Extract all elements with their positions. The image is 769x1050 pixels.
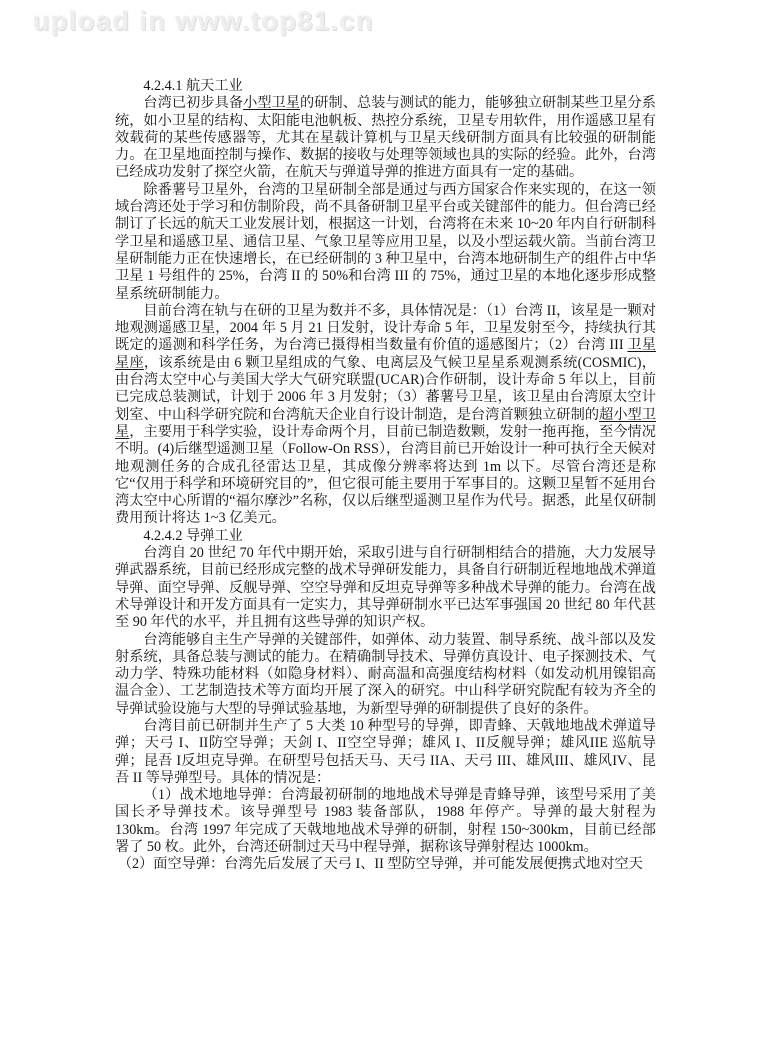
paragraph-cooperation-plan: 除番薯号卫星外，台湾的卫星研制全部是通过与西方国家合作来实现的，在这一领域台湾还处于学习和仿制阶段，尚不具备研制卫星平台或关键部件的能力。但台湾已经制订了长远的航天工业发展计划，根据这一计划，台湾将在未来 10~20 年内自行研制科学卫星和遥感卫星、通信卫星、气象卫星等应用卫星，以及小型运载火箭。当前台湾卫星研制能力正在快速增长，在已经研制的 3 种卫星中，台湾本地研制生产的组件占中华卫星 1 号组件的 25%，台湾 II 的 50%和台湾 III 的 75%，通过卫星的本地化逐步形成整星系统研制能力。 (115, 181, 656, 302)
paragraph-satellite-capability: 台湾已初步具备小型卫星的研制、总装与测试的能力，能够独立研制某些卫星分系统，如小卫星的结构、太阳能电池帆板、热控分系统，卫星专用软件，用作遥感卫星有效载荷的某些传感器等，尤其在星载计算机与卫星天线研制方面具有比较强的研制能力。在卫星地面控制与操作、数据的接收与处理等领域也具的实际的经验。此外，台湾已经成功发射了探空火箭，在航天与弹道导弹的推进方面具有一定的基础。 (115, 95, 656, 181)
paragraph-missile-components: 台湾能够自主生产导弹的关键部件，如弹体、动力装置、制导系统、战斗部以及发射系统，具备总装与测试的能力。在精确制导技术、导弹仿真设计、电子探测技术、气动力学、特殊功能材料（如隐身材料）、耐高温和高强度结构材料（如发动机用镍铝高温合金）、工艺制造技术等方面均开展了深入的研究。中山科学研究院配有较为齐全的导弹试验设施与大型的导弹试验基地，为新型导弹的研制提供了良好的条件。 (115, 631, 656, 717)
document-body (115, 78, 656, 874)
paragraph-surface-to-air-missiles: （2）面空导弹：台湾先后发展了天弓 I、II 型防空导弹，并可能发展便携式地对空天 (117, 856, 643, 873)
watermark-text: upload in www.top81.cn (33, 6, 375, 36)
paragraph-missile-types: 台湾目前已研制并生产了 5 大类 10 种型号的导弹，即青蜂、天戟地地战术弹道导弹；天弓 I、II防空导弹；天剑 I、II空空导弹；雄风 I、II反舰导弹；雄风IIE 巡航导弹；昆吾 I反坦克导弹。在研型号包括天马、天弓 IIA、天弓 III、雄风III、雄风IV、昆吾 II 等导弹型号。具体的情况是： (115, 717, 656, 786)
section-heading-aerospace-industry: 4.2.4.1 航天工业 (143, 78, 243, 94)
paragraph-satellite-programs: 目前台湾在轨与在研的卫星为数并不多，具体情况是：（1）台湾 II，该星是一颗对地观测遥感卫星，2004 年 5 月 21 日发射，设计寿命 5 年，卫星发射至今，持续执行其既定的遥测和科学任务，为台湾已摄得相当数量有价值的遥感图片；（2）台湾 III 卫星星座，该系统是由 6 颗卫星组成的气象、电离层及气候卫星星系观测系统(COSMIC)，由台湾太空中心与美国大学大气研究联盟(UCAR)合作研制，设计寿命 5 年以上，目前已完成总装测试，计划于 2006 年 3 月发射；（3）蕃薯号卫星，该卫星由台湾原太空计划室、中山科学研究院和台湾航天企业自行设计制造，是台湾首颗独立研制的超小型卫星，主要用于科学实验，设计寿命两个月，目前已制造数颗，发射一拖再拖，至今情况不明。(4)后继型遥测卫星（Follow-On RSS），台湾目前已开始设计一种可执行全天候对地观测任务的合成孔径雷达卫星，其成像分辨率将达到 1m 以下。尽管台湾还是称它“仅用于科学和环境研究目的”，但它很可能主要用于军事目的。这颗卫星暂不延用台湾太空中心所谓的“福尔摩沙”名称，仅以后继型遥测卫星作为代号。据悉，此星仅研制费用预计将达 1~3 亿美元。 (115, 302, 656, 527)
section-heading-missile-industry: 4.2.4.2 导弹工业 (143, 527, 243, 544)
paragraph-tactical-surface-missiles: （1）战术地地导弹：台湾最初研制的地地战术导弹是青蜂导弹，该型号采用了美国长矛导弹技术。该导弹型号 1983 装备部队，1988 年停产。导弹的最大射程为 130km。台湾 1997 年完成了天戟地地战术导弹的研制，射程 150~300km，目前已经部署了 50 枚。此外，台湾还研制过天马中程导弹，据称该导弹射程达 1000km。 (115, 787, 656, 856)
paragraph-missile-development-overview: 台湾自 20 世纪 70 年代中期开始，采取引进与自行研制相结合的措施，大力发展导弹武器系统，目前已经形成完整的战术导弹研发能力，具备自行研制近程地地战术弹道导弹、面空导弹、反舰导弹、空空导弹和反坦克导弹等多种战术导弹的能力。台湾在战术导弹设计和开发方面具有一定实力，其导弹研制水平已达军事强国 20 世纪 80 年代甚至 90 年代的水平，并且拥有这些导弹的知识产权。 (115, 545, 656, 631)
